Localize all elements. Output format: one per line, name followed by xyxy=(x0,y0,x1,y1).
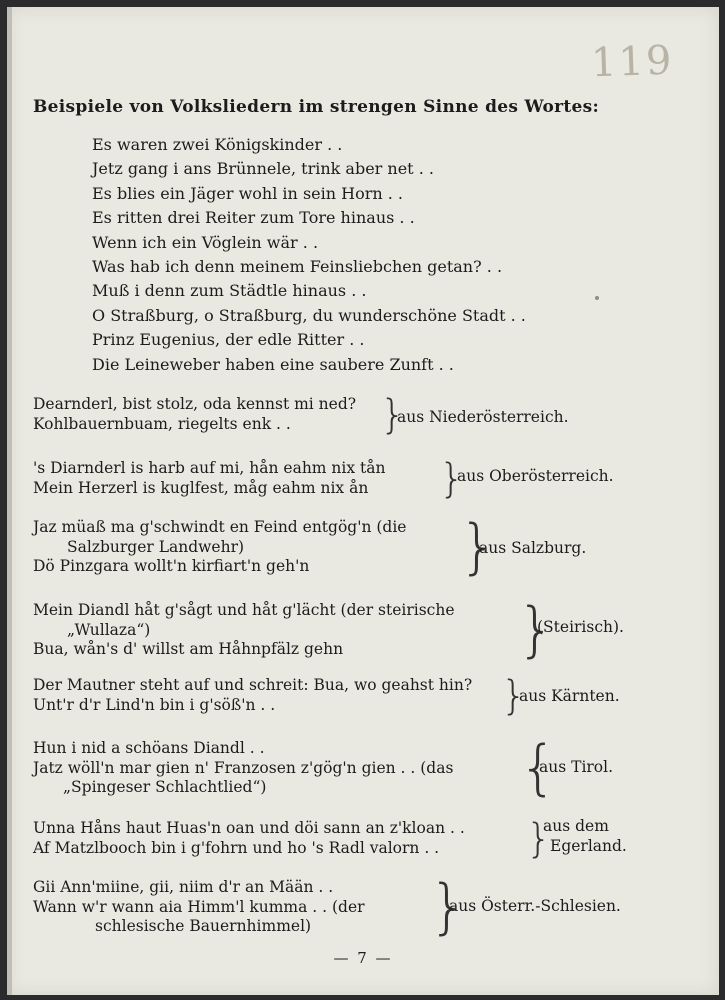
song-item: Es blies ein Jäger wohl in sein Horn . . xyxy=(92,183,404,203)
region-label: aus Österr.-Schlesien. xyxy=(449,897,621,915)
song-item: O Straßburg, o Straßburg, du wunderschöne Stadt . . xyxy=(92,305,526,325)
song-line: „Spingeser Schlachtlied“) xyxy=(63,778,267,796)
region-label: aus Tirol. xyxy=(539,758,614,776)
song-line: Kohlbauernbuam, riegelts enk . . xyxy=(33,414,291,433)
brace-glyph: } xyxy=(459,512,498,582)
brace-glyph: { xyxy=(519,733,558,803)
region-label: (Steirisch). xyxy=(537,618,624,636)
region-label: Egerland. xyxy=(550,837,627,855)
song-line: Wann w'r wann aia Himm'l kumma . . (der xyxy=(33,897,365,916)
song-item: Es ritten drei Reiter zum Tore hinaus . . xyxy=(92,208,415,228)
song-item: Die Leineweber haben eine saubere Zunft . . xyxy=(92,354,454,374)
song-line: Hun i nid a schöans Diandl . . xyxy=(33,739,265,757)
paper-speck xyxy=(595,296,599,300)
page-footer: — 7 — xyxy=(333,949,393,967)
song-line: Mein Diandl håt g'sågt und håt g'lächt (der steirische xyxy=(33,601,455,619)
song-line: Salzburger Landwehr) xyxy=(67,537,245,556)
song-line: Unt'r d'r Lind'n bin i g'söß'n . . xyxy=(33,695,276,714)
page-heading: Beispiele von Volksliedern im strengen Sinne des Wortes: xyxy=(33,97,600,117)
region-label: aus Salzburg. xyxy=(479,539,587,557)
song-line: Mein Herzerl is kuglfest, måg eahm nix ån xyxy=(33,478,369,497)
song-list xyxy=(92,133,526,377)
song-line: „Wullaza“) xyxy=(67,620,151,639)
handwritten-page-number: 119 xyxy=(589,37,674,87)
song-line: Dearnderl, bist stolz, oda kennst mi ned? xyxy=(33,395,357,413)
song-item: Jetz gang i ans Brünnele, trink aber net . . xyxy=(92,159,434,179)
song-line: schlesische Bauernhimmel) xyxy=(95,917,312,935)
document-page xyxy=(7,7,719,995)
song-item: Prinz Eugenius, der edle Ritter . . xyxy=(92,330,365,350)
song-line: Dö Pinzgara wollt'n kirfiart'n geh'n xyxy=(33,557,310,575)
brace-glyph: } xyxy=(526,816,552,862)
region-label: aus Niederösterreich. xyxy=(397,408,569,426)
song-line: Der Mautner steht auf und schreit: Bua, wo geahst hin? xyxy=(33,676,473,694)
song-line: Af Matzlbooch bin i g'fohrn und ho 's Radl valorn . . xyxy=(33,838,440,857)
song-item: Was hab ich denn meinem Feinsliebchen getan? . . xyxy=(92,257,503,277)
song-item: Muß i denn zum Städtle hinaus . . xyxy=(92,281,367,301)
song-item: Wenn ich ein Vöglein wär . . xyxy=(92,232,319,252)
song-line: Jaz müaß ma g'schwindt en Feind entgög'n (die xyxy=(33,518,407,536)
region-label: aus Oberösterreich. xyxy=(457,467,614,485)
brace-glyph: } xyxy=(501,673,527,719)
brace-glyph: } xyxy=(380,392,406,438)
song-line: Bua, wån's d' willst am Håhnpfälz gehn xyxy=(33,640,344,658)
song-line: Unna Håns haut Huas'n oan und döi sann an z'kloan . . xyxy=(33,819,465,837)
brace-glyph: } xyxy=(439,456,465,502)
brace-glyph: } xyxy=(429,872,468,942)
song-line: Jatz wöll'n mar gien n' Franzosen z'gög'n gien . . (das xyxy=(33,758,454,777)
song-line: Gii Ann'miine, gii, niim d'r an Mään . . xyxy=(33,878,334,896)
song-line: 's Diarnderl is harb auf mi, hån eahm nix tån xyxy=(33,459,386,477)
song-item: Es waren zwei Königskinder . . xyxy=(92,135,343,154)
brace-glyph: } xyxy=(517,595,556,665)
region-label: aus Kärnten. xyxy=(519,687,620,705)
region-label: aus dem xyxy=(543,817,609,835)
page-gutter xyxy=(7,7,12,995)
